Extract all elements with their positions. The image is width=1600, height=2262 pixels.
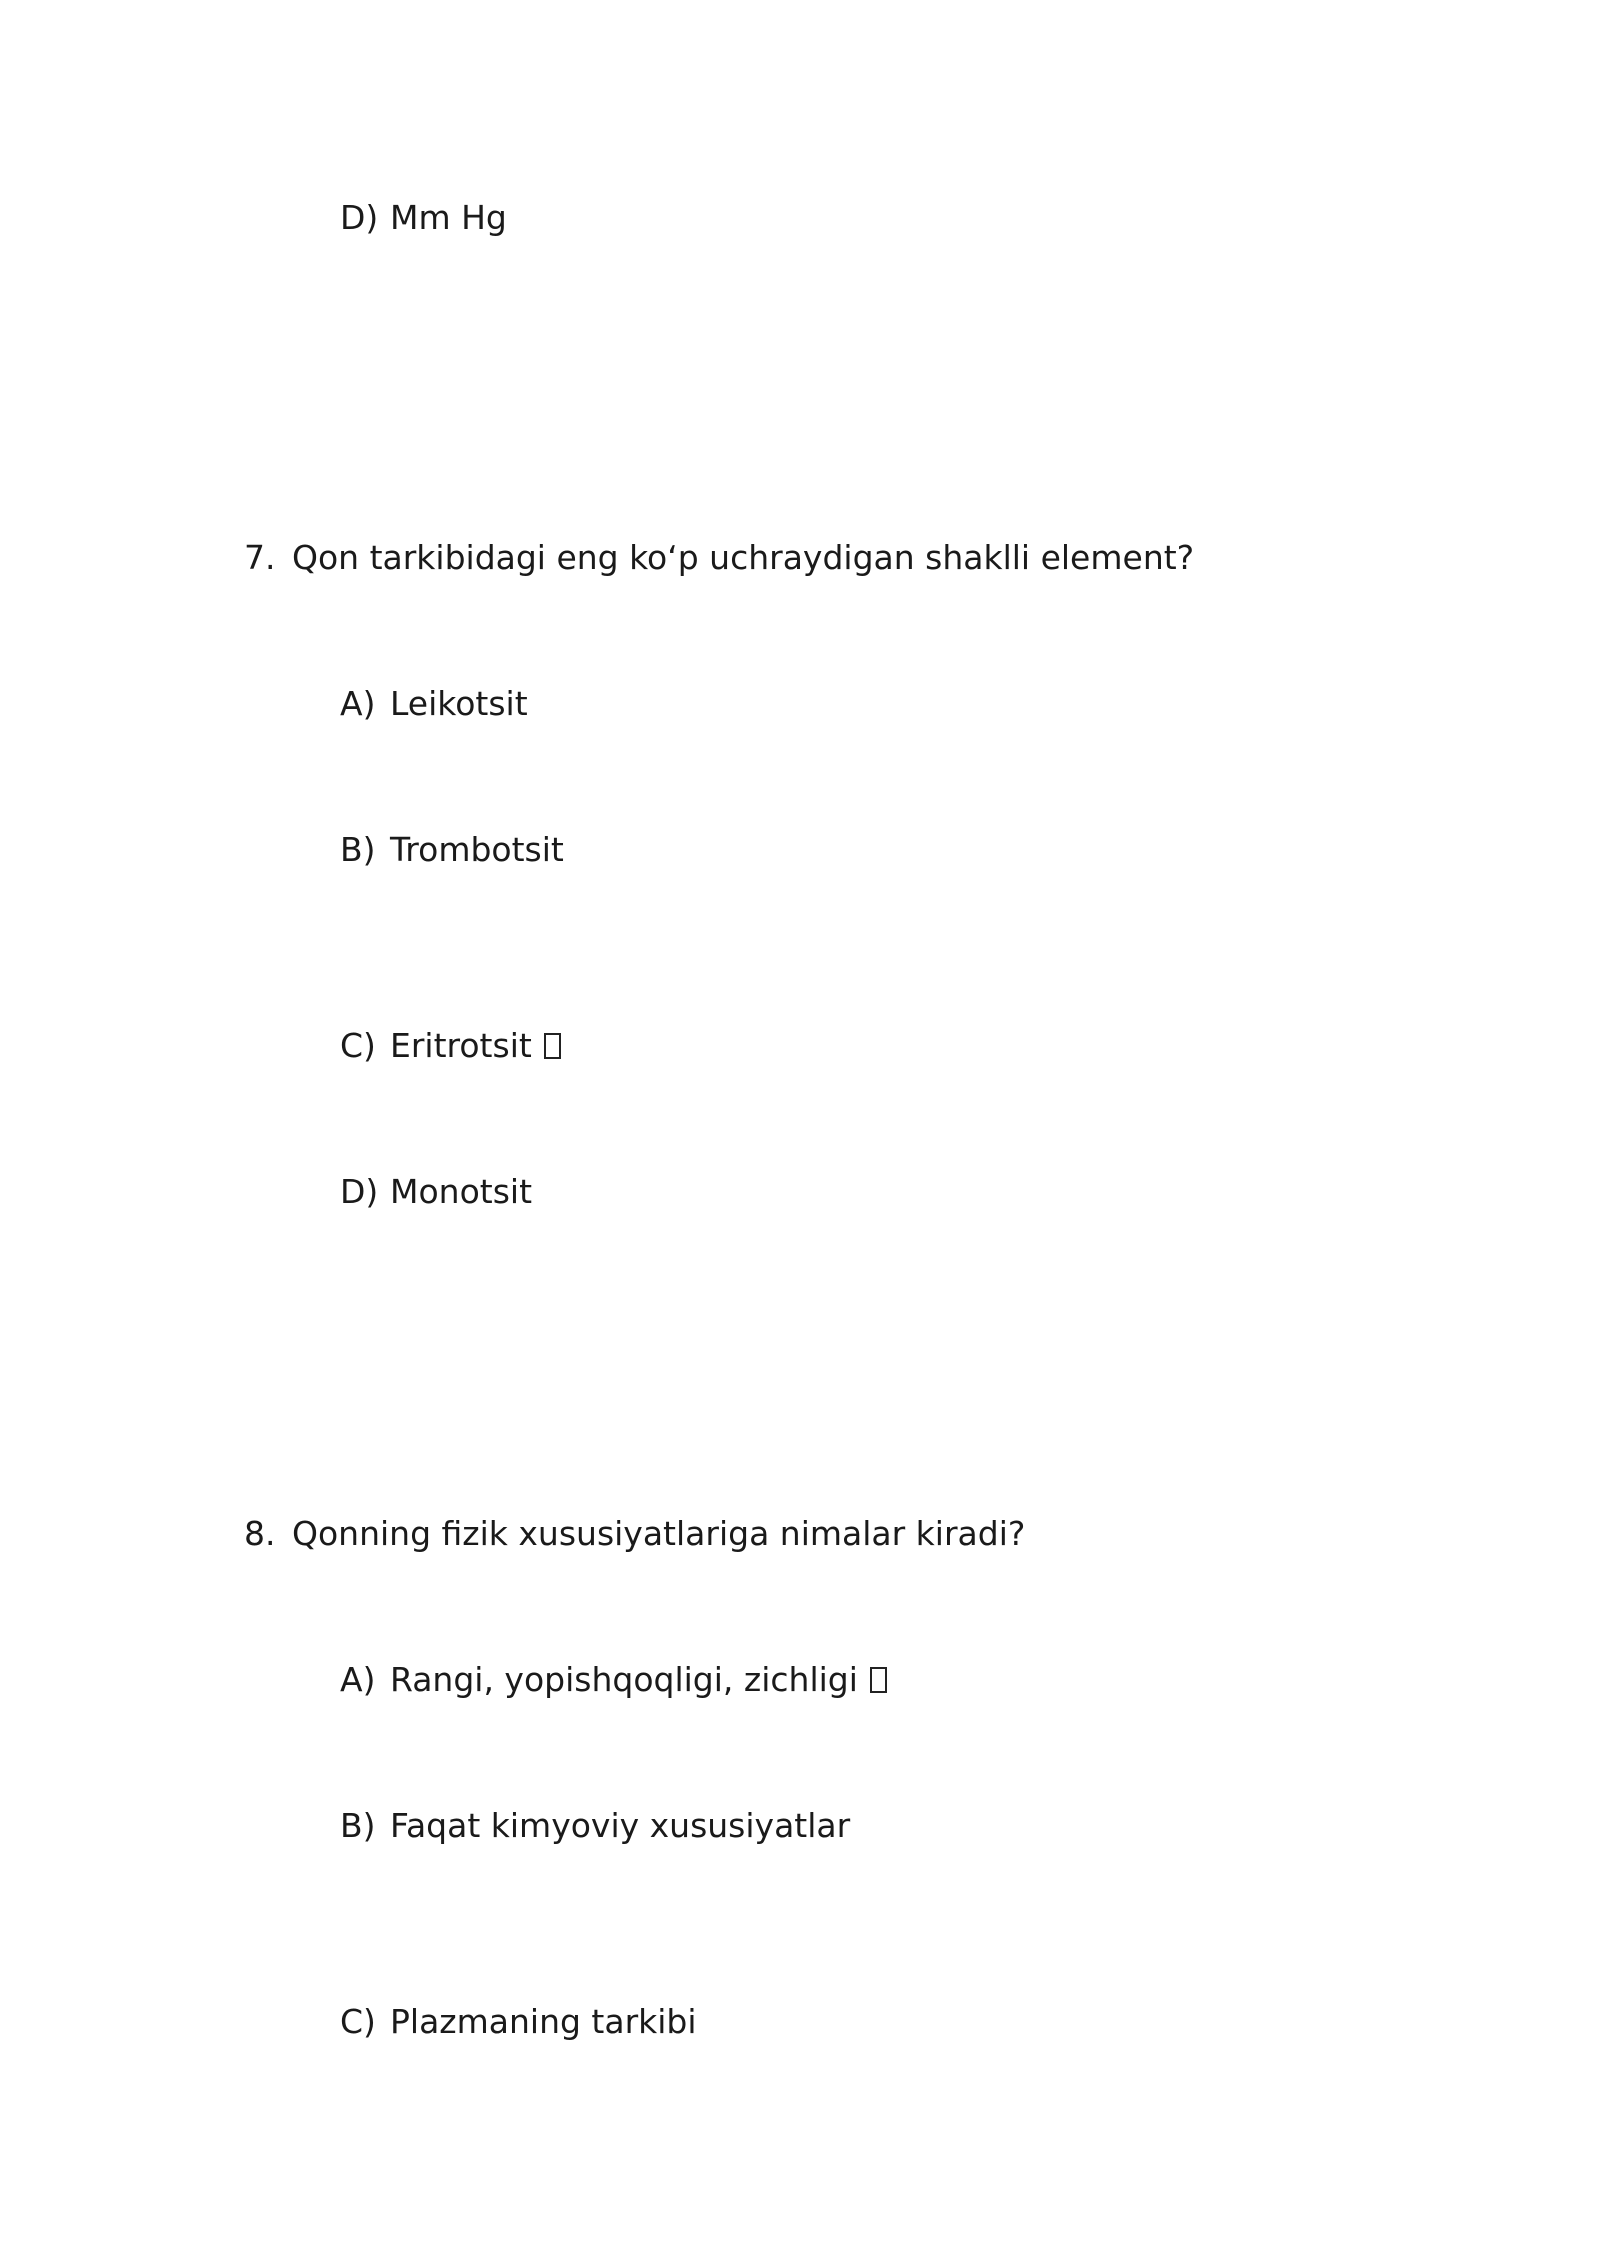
option-text: Leikotsit (390, 684, 528, 723)
option-text: Mm Hg (390, 198, 507, 237)
question-7-option-d (340, 1170, 532, 1214)
option-text: Rangi, yopishqoqligi, zichligi (390, 1660, 858, 1699)
option-letter: D) (340, 198, 379, 237)
option-letter: C) (340, 2002, 376, 2041)
question-text: Qon tarkibidagi eng ko‘p uchraydigan shaklli element? (292, 538, 1195, 577)
answer-mark-box-icon (544, 1033, 561, 1059)
option-letter: C) (340, 1026, 376, 1065)
option-letter: B) (340, 830, 376, 869)
question-7-option-c (340, 1024, 561, 1068)
question-7-option-b (340, 828, 564, 872)
question-8 (244, 1512, 1025, 1556)
option-d-previous (340, 196, 507, 240)
option-text: Monotsit (390, 1172, 533, 1211)
question-7 (244, 536, 1194, 580)
question-number: 8. (244, 1514, 276, 1553)
option-text: Trombotsit (390, 830, 564, 869)
question-text: Qonning fizik xususiyatlariga nimalar kiradi? (292, 1514, 1026, 1553)
option-letter: D) (340, 1172, 379, 1211)
question-8-option-b (340, 1804, 850, 1848)
question-7-option-a (340, 682, 528, 726)
option-text: Eritrotsit (390, 1026, 532, 1065)
question-8-option-c (340, 2000, 697, 2044)
question-number: 7. (244, 538, 276, 577)
option-letter: A) (340, 684, 376, 723)
option-letter: B) (340, 1806, 376, 1845)
option-letter: A) (340, 1660, 376, 1699)
option-text: Faqat kimyoviy xususiyatlar (390, 1806, 851, 1845)
answer-mark-box-icon (870, 1667, 887, 1693)
option-text: Plazmaning tarkibi (390, 2002, 697, 2041)
question-8-option-a (340, 1658, 887, 1702)
